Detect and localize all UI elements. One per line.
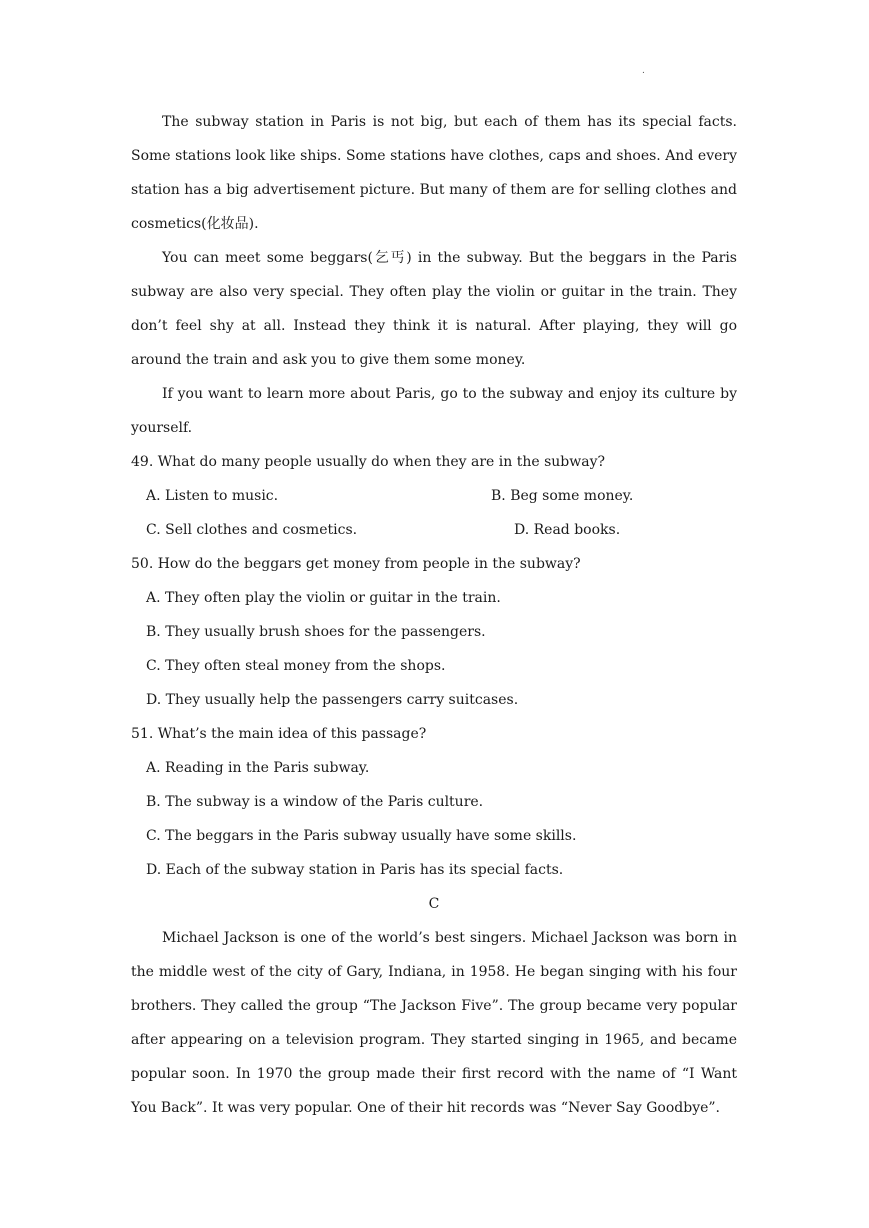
question-49-options-row-1 [131,479,737,513]
question-50-option-a: A. They often play the violin or guitar in the train. [146,590,501,606]
question-50-option-b: B. They usually brush shoes for the passengers. [146,624,486,640]
passage-b-paragraph-1: The subway station in Paris is not big, but each of them has its special facts. Some stations look like ships. Some stations have clothes, caps and shoes. And every station has a big advertisement picture. But many of them are for selling clothes and cosmetics(化妆品). [131,114,737,232]
question-50-stem: 50. How do the beggars get money from people in the subway? [131,556,581,572]
question-49-options-row-2 [131,513,737,547]
question-49-option-c: C. Sell clothes and cosmetics. [146,522,358,538]
question-51-stem: 51. What’s the main idea of this passage? [131,726,427,742]
question-51-option-d: D. Each of the subway station in Paris has its special facts. [146,862,564,878]
passage-b-paragraph-3: If you want to learn more about Paris, go to the subway and enjoy its culture by yourself. [131,386,737,436]
question-49-stem: 49. What do many people usually do when they are in the subway? [131,454,605,470]
question-49-option-d: D. Read books. [514,522,621,538]
section-c-heading: C [428,896,440,912]
question-51-option-b: B. The subway is a window of the Paris culture. [146,794,484,810]
page-mark: . [642,66,645,76]
question-50-option-d: D. They usually help the passengers carry suitcases. [146,692,519,708]
question-49-option-b: B. Beg some money. [491,488,634,504]
passage-b-paragraph-2: You can meet some beggars(乞丐) in the subway. But the beggars in the Paris subway are also very special. They often play the violin or guitar in the train. They don’t feel shy at all. Instead they think it is natural. After playing, they will go around the train and ask you to give them some money. [131,250,737,368]
question-51-option-c: C. The beggars in the Paris subway usually have some skills. [146,828,577,844]
question-50-option-c: C. They often steal money from the shops. [146,658,446,674]
section-c-paragraph: Michael Jackson is one of the world’s best singers. Michael Jackson was born in the middle west of the city of Gary, Indiana, in 1958. He began singing with his four brothers. They called the group “The Jackson Five”. The group became very popular after appearing on a television program. They started singing in 1965, and became popular soon. In 1970 the group made their first record with the name of “I Want You Back”. It was very popular. One of their hit records was “Never Say Goodbye”. [131,930,737,1116]
question-51-option-a: A. Reading in the Paris subway. [146,760,370,776]
question-49-option-a: A. Listen to music. [146,488,279,504]
document-content [131,105,737,1125]
